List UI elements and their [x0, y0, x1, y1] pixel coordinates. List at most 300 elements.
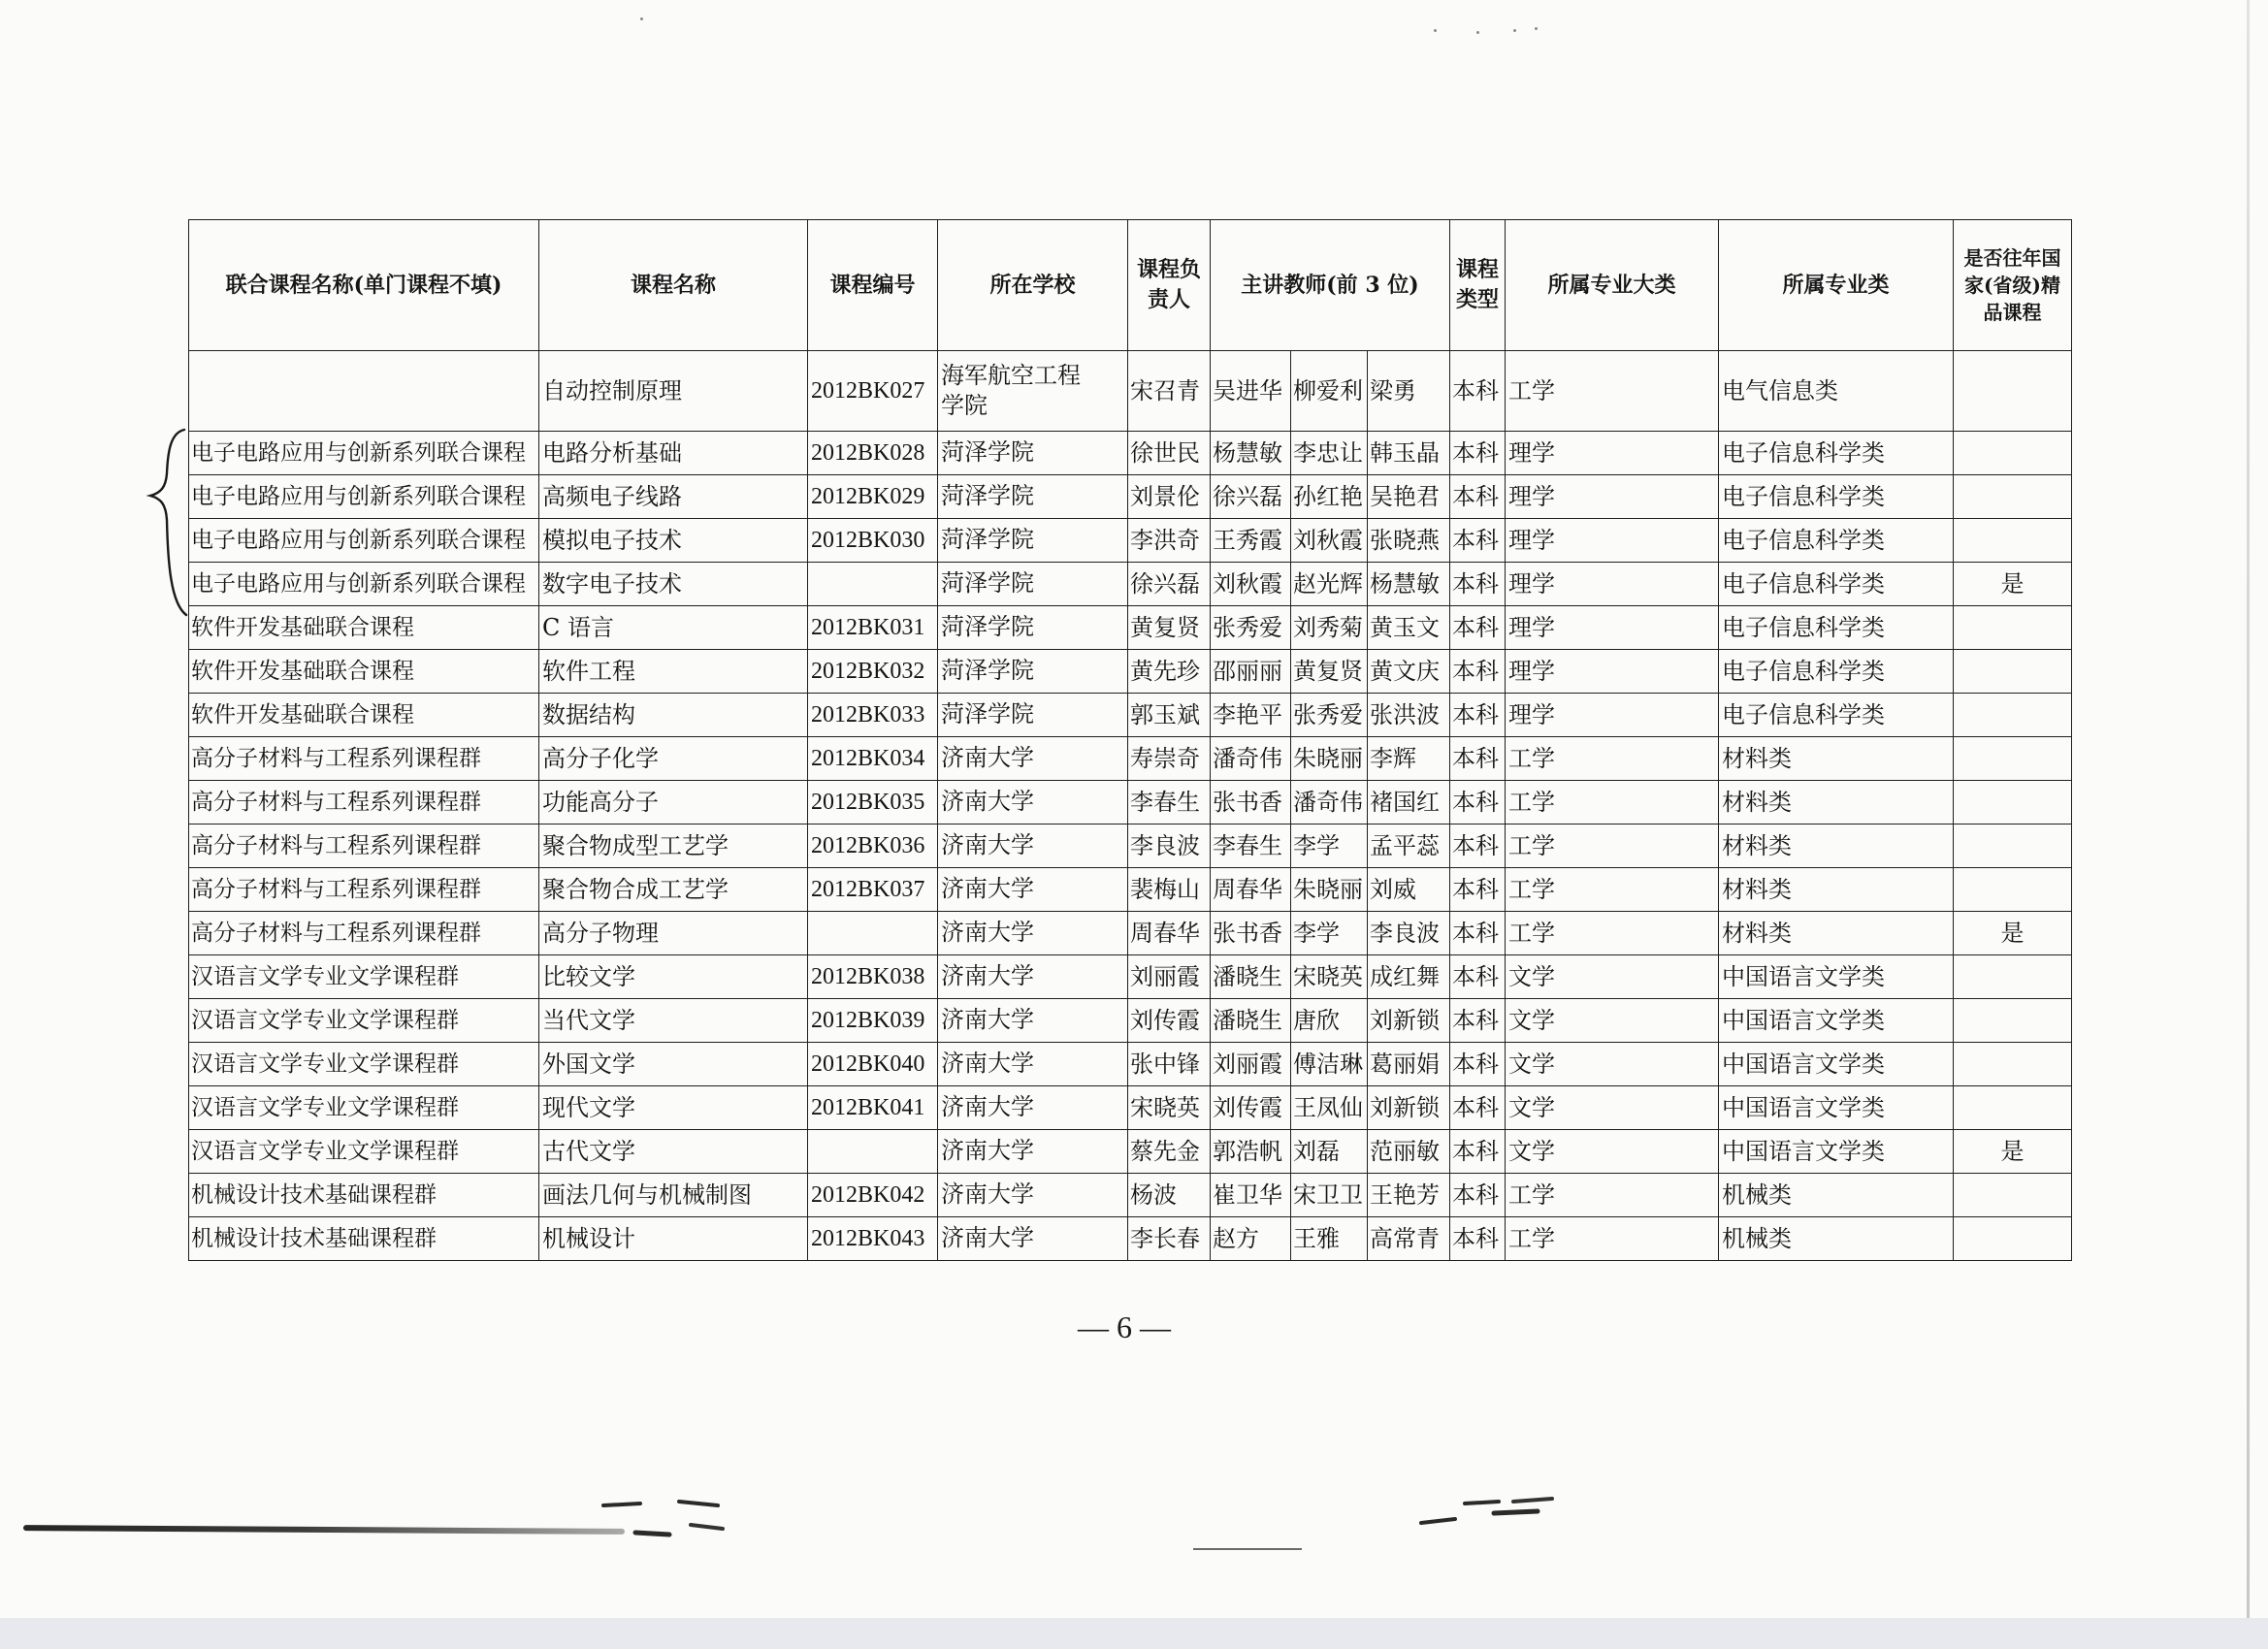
cell-teacher-3-text: 刘新锁 [1370, 1007, 1440, 1034]
cell-teacher-3 [1368, 955, 1450, 999]
cell-course-type [1450, 781, 1506, 824]
cell-course-name [539, 1086, 808, 1130]
table-row [189, 1043, 2072, 1086]
cell-course-name [539, 563, 808, 606]
cell-school-text: 济南大学 [941, 831, 1034, 859]
scan-streak [23, 1525, 625, 1535]
cell-school [938, 781, 1128, 824]
cell-teacher-3-text: 李良波 [1370, 920, 1440, 947]
cell-course-code [808, 912, 938, 955]
table-row [189, 606, 2072, 650]
cell-course-leader [1128, 432, 1211, 475]
cell-joint-course-text: 汉语言文学专业文学课程群 [191, 1051, 459, 1077]
cell-teacher-1-text: 郭浩帆 [1213, 1138, 1282, 1165]
cell-school-text: 济南大学 [941, 875, 1034, 903]
cell-teacher-2-text: 李学 [1293, 832, 1340, 859]
cell-school [938, 824, 1128, 868]
cell-course-name-text: 外国文学 [542, 1051, 635, 1078]
cell-course-type [1450, 1086, 1506, 1130]
cell-discipline [1506, 519, 1719, 563]
header-prior-excellent-line: 品课程 [1983, 301, 2042, 324]
cell-teacher-3-text: 梁勇 [1370, 377, 1416, 404]
cell-discipline-text: 理学 [1508, 658, 1555, 685]
table-row [189, 868, 2072, 912]
cell-course-name-text: 数字电子技术 [542, 570, 682, 598]
cell-joint-course-text: 电子电路应用与创新系列联合课程 [191, 439, 526, 466]
cell-major-class-text: 电子信息科学类 [1722, 614, 1885, 641]
cell-course-name-text: 机械设计 [542, 1225, 635, 1252]
cell-prior-excellent [1954, 606, 2072, 650]
course-table [188, 219, 2072, 1261]
cell-course-leader-text: 杨波 [1130, 1181, 1177, 1209]
cell-discipline [1506, 737, 1719, 781]
cell-major-class [1719, 824, 1954, 868]
cell-teacher-1 [1211, 694, 1291, 737]
cell-major-class-text: 电子信息科学类 [1722, 658, 1885, 685]
cell-teacher-2 [1291, 563, 1368, 606]
page-number: — 6 — [1078, 1310, 1171, 1344]
table-row [189, 737, 2072, 781]
cell-teacher-1-text: 王秀霞 [1213, 527, 1282, 554]
header-course-name: 课程名称 [539, 220, 808, 351]
cell-course-leader-text: 李春生 [1130, 789, 1200, 816]
header-discipline: 所属专业大类 [1506, 220, 1719, 351]
cell-teacher-2-text: 朱晓丽 [1293, 876, 1363, 903]
cell-teacher-1-text: 潘晓生 [1213, 963, 1282, 990]
cell-course-name [539, 868, 808, 912]
cell-course-name-text: 当代文学 [542, 1007, 635, 1034]
cell-discipline [1506, 432, 1719, 475]
cell-teacher-1 [1211, 955, 1291, 999]
cell-teacher-3 [1368, 694, 1450, 737]
cell-course-code [808, 1174, 938, 1217]
cell-joint-course [189, 351, 539, 432]
cell-prior-excellent [1954, 1043, 2072, 1086]
cell-course-name [539, 1174, 808, 1217]
cell-course-leader-text: 蔡先金 [1130, 1138, 1200, 1165]
cell-school-text: 菏泽学院 [941, 438, 1034, 467]
cell-course-type [1450, 351, 1506, 432]
cell-course-name-text: 数据结构 [542, 701, 635, 728]
cell-major-class-text: 电子信息科学类 [1722, 483, 1885, 510]
cell-discipline [1506, 868, 1719, 912]
cell-discipline-text: 工学 [1508, 789, 1555, 816]
cell-course-name-text: 高分子化学 [542, 745, 659, 772]
cell-school-text: 济南大学 [941, 788, 1034, 816]
cell-course-name [539, 432, 808, 475]
cell-course-code [808, 999, 938, 1043]
cell-course-leader-text: 刘丽霞 [1130, 963, 1200, 990]
cell-discipline-text: 文学 [1508, 1051, 1555, 1078]
cell-teacher-1-text: 张书香 [1213, 789, 1282, 816]
cell-teacher-2 [1291, 351, 1368, 432]
cell-course-type-text: 本科 [1452, 920, 1499, 947]
cell-prior-excellent [1954, 912, 2072, 955]
table-row [189, 824, 2072, 868]
cell-course-code [808, 475, 938, 519]
cell-teacher-1-text: 杨慧敏 [1213, 439, 1282, 467]
cell-discipline [1506, 955, 1719, 999]
cell-teacher-1 [1211, 1086, 1291, 1130]
cell-teacher-2 [1291, 519, 1368, 563]
cell-major-class [1719, 519, 1954, 563]
cell-teacher-2-text: 王凤仙 [1293, 1094, 1363, 1121]
cell-discipline [1506, 1217, 1719, 1261]
cell-course-leader [1128, 351, 1211, 432]
cell-joint-course [189, 606, 539, 650]
table-header [189, 220, 2072, 351]
header-course-leader-line: 课程负 [1136, 257, 1201, 283]
cell-joint-course [189, 563, 539, 606]
cell-teacher-2-text: 刘秀菊 [1293, 614, 1363, 641]
table-row [189, 475, 2072, 519]
cell-course-name-text: 古代文学 [542, 1138, 635, 1165]
cell-course-name-text: 现代文学 [542, 1094, 635, 1121]
cell-course-leader [1128, 737, 1211, 781]
cell-teacher-2-text: 黄复贤 [1293, 658, 1363, 685]
cell-teacher-2 [1291, 694, 1368, 737]
cell-course-type [1450, 868, 1506, 912]
cell-teacher-1 [1211, 868, 1291, 912]
cell-joint-course [189, 650, 539, 694]
cell-teacher-3 [1368, 824, 1450, 868]
table-row [189, 955, 2072, 999]
cell-teacher-1-text: 刘秋霞 [1213, 570, 1282, 598]
cell-course-type [1450, 1043, 1506, 1086]
cell-teacher-3-text: 孟平蕊 [1370, 832, 1440, 859]
cell-course-name [539, 1130, 808, 1174]
cell-teacher-3 [1368, 1130, 1450, 1174]
cell-teacher-3-text: 刘新锁 [1370, 1094, 1440, 1121]
cell-discipline [1506, 1043, 1719, 1086]
cell-major-class-text: 材料类 [1722, 789, 1792, 816]
table-row [189, 781, 2072, 824]
cell-course-type-text: 本科 [1452, 570, 1499, 598]
cell-course-leader [1128, 1086, 1211, 1130]
header-course-code: 课程编号 [808, 220, 938, 351]
cell-discipline-text: 理学 [1508, 527, 1555, 554]
cell-teacher-3 [1368, 1174, 1450, 1217]
cell-course-code [808, 1217, 938, 1261]
cell-major-class-text: 中国语言文学类 [1722, 1138, 1885, 1165]
cell-teacher-1 [1211, 606, 1291, 650]
cell-teacher-3-text: 刘威 [1370, 876, 1416, 903]
cell-course-type [1450, 1130, 1506, 1174]
cell-major-class [1719, 432, 1954, 475]
cell-teacher-2 [1291, 955, 1368, 999]
cell-school [938, 519, 1128, 563]
cell-teacher-3-text: 张洪波 [1370, 701, 1440, 728]
scan-bottom-band [0, 1618, 2268, 1649]
cell-teacher-2-text: 潘奇伟 [1293, 789, 1363, 816]
cell-course-code-text: 2012BK043 [811, 1226, 925, 1251]
cell-teacher-2-text: 刘秋霞 [1293, 527, 1363, 554]
cell-course-code-text: 2012BK040 [811, 1051, 925, 1077]
cell-discipline-text: 工学 [1508, 377, 1555, 404]
cell-major-class [1719, 351, 1954, 432]
header-course-type-line: 课程 [1455, 257, 1499, 283]
cell-major-class [1719, 694, 1954, 737]
scan-edge-line [2247, 0, 2250, 1618]
cell-course-type [1450, 563, 1506, 606]
cell-course-type-text: 本科 [1452, 1094, 1499, 1121]
cell-course-type [1450, 650, 1506, 694]
cell-discipline [1506, 999, 1719, 1043]
cell-course-leader [1128, 781, 1211, 824]
cell-teacher-2 [1291, 606, 1368, 650]
cell-discipline [1506, 351, 1719, 432]
cell-course-name [539, 955, 808, 999]
cell-teacher-1-text: 周春华 [1213, 876, 1282, 903]
cell-major-class [1719, 999, 1954, 1043]
cell-course-leader-text: 寿崇奇 [1130, 745, 1200, 772]
cell-school [938, 955, 1128, 999]
cell-teacher-1 [1211, 351, 1291, 432]
cell-school [938, 606, 1128, 650]
cell-course-leader [1128, 1043, 1211, 1086]
cell-major-class-text: 电子信息科学类 [1722, 439, 1885, 467]
cell-joint-course [189, 519, 539, 563]
cell-joint-course-text: 汉语言文学专业文学课程群 [191, 1007, 459, 1033]
cell-joint-course-text: 机械设计技术基础课程群 [191, 1225, 437, 1251]
cell-course-leader [1128, 1217, 1211, 1261]
cell-course-code [808, 1043, 938, 1086]
cell-joint-course-text: 高分子材料与工程系列课程群 [191, 745, 481, 771]
cell-teacher-3 [1368, 868, 1450, 912]
header-course-type-line: 类型 [1455, 287, 1499, 312]
cell-school [938, 912, 1128, 955]
cell-prior-excellent [1954, 1130, 2072, 1174]
cell-teacher-3-text: 葛丽娟 [1370, 1051, 1440, 1078]
cell-teacher-2-text: 傅洁琳 [1293, 1051, 1363, 1078]
cell-prior-excellent [1954, 999, 2072, 1043]
cell-teacher-1-text: 潘晓生 [1213, 1007, 1282, 1034]
cell-course-name-text: 电路分析基础 [542, 439, 682, 467]
cell-discipline [1506, 781, 1719, 824]
cell-course-leader-text: 刘传霞 [1130, 1007, 1200, 1034]
cell-course-name [539, 650, 808, 694]
cell-course-code-text: 2012BK029 [811, 484, 925, 509]
cell-course-leader-text: 宋召青 [1130, 377, 1200, 404]
cell-prior-excellent-text: 是 [2000, 920, 2025, 947]
cell-course-type [1450, 999, 1506, 1043]
cell-discipline-text: 理学 [1508, 570, 1555, 598]
cell-joint-course-text: 汉语言文学专业文学课程群 [191, 963, 459, 989]
cell-course-type [1450, 912, 1506, 955]
cell-course-type [1450, 606, 1506, 650]
cell-course-leader [1128, 912, 1211, 955]
cell-school-text: 济南大学 [941, 1224, 1034, 1252]
cell-discipline [1506, 1130, 1719, 1174]
cell-course-name [539, 351, 808, 432]
scan-dot [640, 17, 643, 20]
cell-course-type-text: 本科 [1452, 1007, 1499, 1034]
cell-school [938, 432, 1128, 475]
cell-prior-excellent-text: 是 [2000, 570, 2025, 598]
cell-course-leader [1128, 563, 1211, 606]
cell-prior-excellent [1954, 1174, 2072, 1217]
cell-discipline-text: 工学 [1508, 745, 1555, 772]
cell-course-type [1450, 519, 1506, 563]
table-row [189, 999, 2072, 1043]
cell-course-leader-text: 李洪奇 [1130, 527, 1200, 554]
cell-school-text: 济南大学 [941, 1006, 1034, 1034]
cell-prior-excellent [1954, 955, 2072, 999]
cell-discipline-text: 文学 [1508, 1094, 1555, 1121]
cell-course-name-text: 自动控制原理 [542, 377, 682, 404]
cell-teacher-1 [1211, 999, 1291, 1043]
cell-course-code [808, 781, 938, 824]
cell-course-code-text: 2012BK042 [811, 1182, 925, 1208]
cell-course-code [808, 868, 938, 912]
cell-discipline-text: 工学 [1508, 1181, 1555, 1209]
cell-teacher-2 [1291, 650, 1368, 694]
header-teachers: 主讲教师(前 3 位) [1211, 220, 1450, 351]
cell-major-class-text: 机械类 [1722, 1225, 1792, 1252]
cell-joint-course [189, 432, 539, 475]
cell-joint-course [189, 912, 539, 955]
cell-teacher-2-text: 朱晓丽 [1293, 745, 1363, 772]
cell-joint-course [189, 1217, 539, 1261]
cell-course-leader-text: 徐兴磊 [1130, 570, 1200, 598]
cell-course-type-text: 本科 [1452, 527, 1499, 554]
cell-teacher-3-text: 黄玉文 [1370, 614, 1440, 641]
cell-teacher-3-text: 范丽敏 [1370, 1138, 1440, 1165]
cell-teacher-1 [1211, 475, 1291, 519]
cell-course-code [808, 1086, 938, 1130]
cell-course-code [808, 824, 938, 868]
cell-course-name [539, 1043, 808, 1086]
cell-teacher-1-text: 张书香 [1213, 920, 1282, 947]
table-row [189, 1130, 2072, 1174]
cell-discipline-text: 理学 [1508, 439, 1555, 467]
cell-joint-course [189, 1174, 539, 1217]
cell-course-leader-text: 黄先珍 [1130, 658, 1200, 685]
cell-course-name [539, 694, 808, 737]
cell-course-leader [1128, 694, 1211, 737]
cell-school [938, 1043, 1128, 1086]
cell-course-code [808, 694, 938, 737]
cell-school [938, 999, 1128, 1043]
cell-major-class [1719, 1130, 1954, 1174]
cell-teacher-1 [1211, 912, 1291, 955]
cell-course-type-text: 本科 [1452, 832, 1499, 859]
cell-teacher-3 [1368, 650, 1450, 694]
cell-joint-course-text: 高分子材料与工程系列课程群 [191, 832, 481, 858]
cell-course-type-text: 本科 [1452, 658, 1499, 685]
cell-teacher-3-text: 成红舞 [1370, 963, 1440, 990]
table-row [189, 1174, 2072, 1217]
cell-joint-course [189, 1130, 539, 1174]
cell-teacher-3-text: 高常青 [1370, 1225, 1440, 1252]
cell-school [938, 1130, 1128, 1174]
cell-teacher-1-text: 赵方 [1213, 1225, 1259, 1252]
cell-course-name [539, 1217, 808, 1261]
cell-joint-course [189, 999, 539, 1043]
cell-course-type-text: 本科 [1452, 701, 1499, 728]
cell-course-code [808, 519, 938, 563]
cell-course-type [1450, 432, 1506, 475]
cell-teacher-2-text: 刘磊 [1293, 1138, 1340, 1165]
cell-prior-excellent [1954, 650, 2072, 694]
cell-major-class [1719, 912, 1954, 955]
cell-course-leader-text: 张中锋 [1130, 1051, 1200, 1078]
cell-discipline-text: 文学 [1508, 963, 1555, 990]
cell-teacher-1 [1211, 1174, 1291, 1217]
cell-major-class-text: 电子信息科学类 [1722, 701, 1885, 728]
cell-joint-course-text: 机械设计技术基础课程群 [191, 1181, 437, 1208]
cell-joint-course [189, 737, 539, 781]
cell-prior-excellent [1954, 824, 2072, 868]
cell-teacher-1-text: 潘奇伟 [1213, 745, 1282, 772]
cell-teacher-1 [1211, 824, 1291, 868]
cell-school [938, 650, 1128, 694]
cell-school [938, 351, 1128, 432]
cell-teacher-2 [1291, 737, 1368, 781]
table-row [189, 563, 2072, 606]
cell-course-type [1450, 955, 1506, 999]
cell-discipline [1506, 912, 1719, 955]
cell-teacher-2-text: 王雅 [1293, 1225, 1340, 1252]
cell-major-class-text: 机械类 [1722, 1181, 1792, 1209]
cell-discipline [1506, 694, 1719, 737]
cell-major-class [1719, 650, 1954, 694]
header-course-type [1450, 220, 1506, 351]
cell-course-code-text: 2012BK032 [811, 659, 925, 684]
cell-teacher-1 [1211, 432, 1291, 475]
scan-marks [1411, 1484, 1567, 1542]
cell-school-text: 济南大学 [941, 919, 1034, 947]
cell-teacher-1-text: 刘丽霞 [1213, 1051, 1282, 1078]
cell-course-type-text: 本科 [1452, 1225, 1499, 1252]
cell-teacher-2 [1291, 475, 1368, 519]
cell-prior-excellent [1954, 868, 2072, 912]
cell-course-code [808, 351, 938, 432]
cell-course-code-text: 2012BK028 [811, 440, 925, 466]
cell-teacher-3-text: 张晓燕 [1370, 527, 1440, 554]
cell-course-name-text: 聚合物合成工艺学 [542, 876, 729, 903]
cell-teacher-1-text: 徐兴磊 [1213, 483, 1282, 510]
cell-course-type [1450, 1174, 1506, 1217]
cell-teacher-3 [1368, 999, 1450, 1043]
cell-teacher-3 [1368, 475, 1450, 519]
cell-course-code-text: 2012BK034 [811, 746, 925, 771]
cell-school [938, 563, 1128, 606]
cell-discipline [1506, 1174, 1719, 1217]
cell-course-name [539, 999, 808, 1043]
cell-discipline-text: 工学 [1508, 1225, 1555, 1252]
table-row [189, 351, 2072, 432]
cell-course-leader [1128, 955, 1211, 999]
cell-major-class [1719, 868, 1954, 912]
cell-teacher-1 [1211, 519, 1291, 563]
cell-course-leader-text: 郭玉斌 [1130, 701, 1200, 728]
cell-school-text: 济南大学 [941, 1050, 1034, 1078]
cell-course-leader-text: 李长春 [1130, 1225, 1200, 1252]
cell-teacher-1-text: 张秀爱 [1213, 614, 1282, 641]
cell-course-type-text: 本科 [1452, 745, 1499, 772]
cell-discipline [1506, 650, 1719, 694]
cell-course-leader-text: 徐世民 [1130, 439, 1200, 467]
cell-teacher-3 [1368, 912, 1450, 955]
cell-school-text: 菏泽学院 [941, 482, 1034, 510]
cell-course-name-text: 比较文学 [542, 963, 635, 990]
cell-course-code [808, 432, 938, 475]
cell-course-name [539, 737, 808, 781]
cell-course-code-text: 2012BK036 [811, 833, 925, 858]
cell-school [938, 1174, 1128, 1217]
cell-discipline-text: 理学 [1508, 614, 1555, 641]
